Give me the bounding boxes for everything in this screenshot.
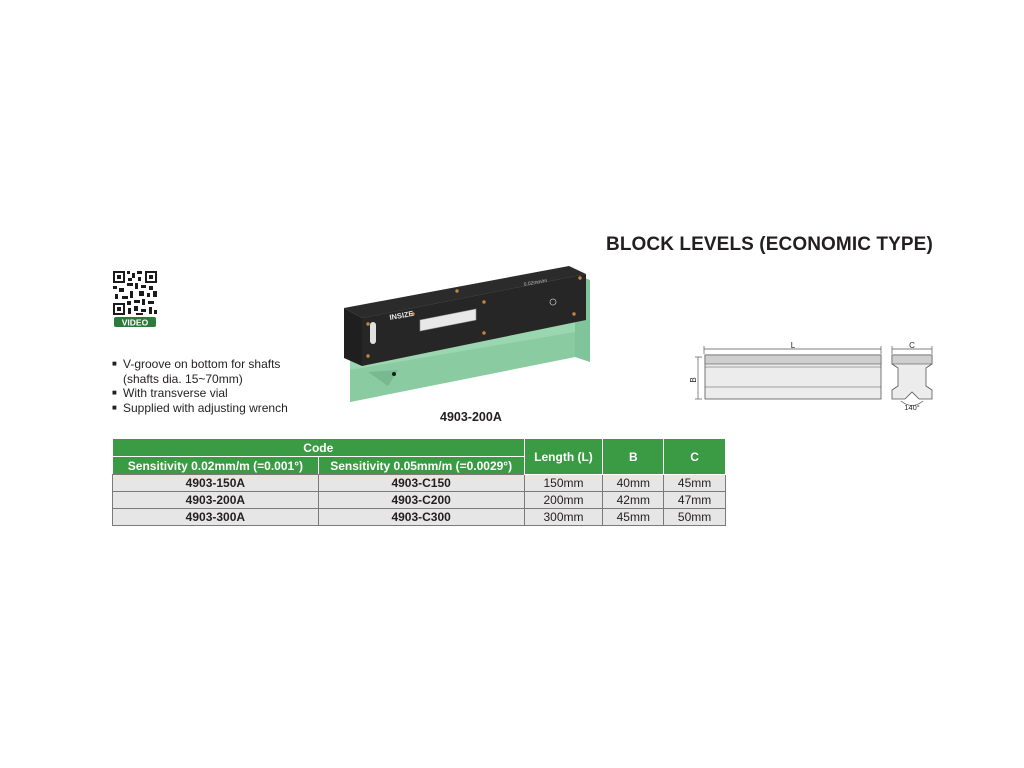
cell-c: 47mm: [664, 492, 726, 509]
qr-code-icon[interactable]: [111, 269, 159, 328]
cell-length: 300mm: [524, 509, 603, 526]
page-title: BLOCK LEVELS (ECONOMIC TYPE): [606, 234, 933, 255]
cell-length: 150mm: [524, 475, 603, 492]
header-sensitivity-1: Sensitivity 0.02mm/m (=0.001°): [113, 457, 319, 475]
dimension-b-label: B: [689, 377, 698, 383]
cell-length: 200mm: [524, 492, 603, 509]
bullet-icon: ■: [112, 402, 117, 412]
bullet-icon: ■: [112, 359, 117, 368]
dimension-c-label: C: [909, 341, 915, 350]
spec-table: [112, 438, 726, 526]
list-item: ■ Supplied with adjusting wrench: [112, 400, 288, 415]
header-c: C: [664, 439, 726, 475]
table-row: [113, 475, 726, 492]
feature-list: [112, 357, 288, 415]
cell-c: 45mm: [664, 475, 726, 492]
cell-c: 50mm: [664, 509, 726, 526]
dimension-l-label: L: [790, 341, 796, 350]
header-code: Code: [113, 439, 525, 457]
cell-code1: 4903-150A: [113, 475, 319, 492]
model-label: 4903-200A: [440, 410, 502, 424]
cell-code2: 4903-C300: [318, 509, 524, 526]
header-sensitivity-2: Sensitivity 0.05mm/m (=0.0029°): [318, 457, 524, 475]
block-level-product-image: [338, 262, 593, 410]
table-row: [113, 509, 726, 526]
cell-b: 42mm: [603, 492, 664, 509]
cell-b: 45mm: [603, 509, 664, 526]
brand-logo: INSIZE: [388, 308, 415, 322]
plate-marking: 0.02mm/m: [523, 277, 548, 288]
cell-code1: 4903-200A: [113, 492, 319, 509]
header-length: Length (L): [524, 439, 603, 475]
list-item: (shafts dia. 15~70mm): [123, 371, 243, 386]
list-item: ■ V-groove on bottom for shafts: [112, 357, 281, 371]
video-label: VIDEO: [121, 317, 149, 328]
cell-code2: 4903-C150: [318, 475, 524, 492]
cell-b: 40mm: [603, 475, 664, 492]
table-row: [113, 492, 726, 509]
list-item: ■ With transverse vial: [112, 386, 228, 400]
cell-code2: 4903-C200: [318, 492, 524, 509]
header-b: B: [603, 439, 664, 475]
dimension-diagram: [688, 340, 938, 412]
angle-label: 140°: [904, 403, 920, 412]
bullet-icon: ■: [112, 388, 117, 397]
cell-code1: 4903-300A: [113, 509, 319, 526]
